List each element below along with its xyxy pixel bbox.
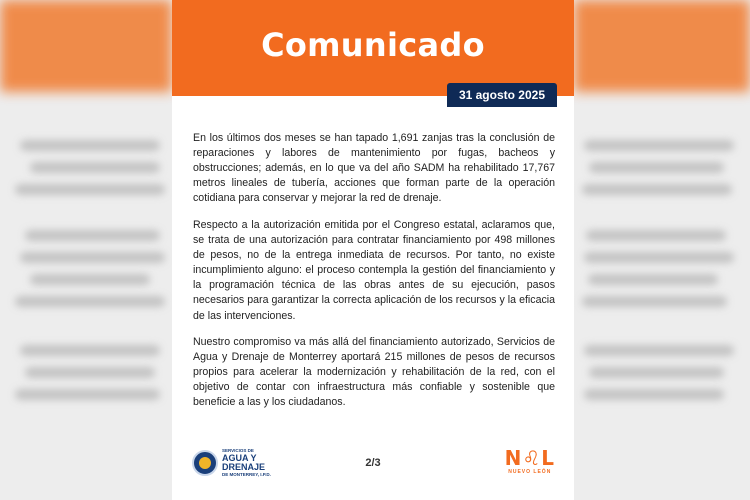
- nuevo-leon-logo: [505, 447, 555, 475]
- blurred-background-right: [574, 0, 750, 500]
- sadm-logo-line2: DRENAJE: [222, 462, 266, 472]
- sadm-logo-line1: AGUA Y: [222, 453, 257, 463]
- nuevo-leon-mark: N♌L: [504, 446, 555, 470]
- paragraph-1: En los últimos dos meses se han tapado 1,691 zanjas tras la conclusión de reparaciones y labores de mantenimiento por fugas, bacheos y obstrucciones; además, en lo que va del año SADM ha rehabilitado 17,767 metros lineales de tubería, acciones que forman parte de la operación cotidiana para conservar y mejorar la red de drenaje.: [193, 132, 555, 205]
- communique-card: [172, 0, 574, 500]
- sadm-logo-bottom: DE MONTERREY, I.P.D.: [222, 472, 271, 477]
- footer: [172, 440, 574, 490]
- page-title: Comunicado: [261, 26, 485, 64]
- sadm-logo-top: SERVICIOS DE: [222, 448, 254, 453]
- date-badge: 31 agosto 2025: [447, 83, 557, 107]
- paragraph-3: Nuestro compromiso va más allá del financiamiento autorizado, Servicios de Agua y Drenaje de Monterrey aportará 215 millones de pesos de recursos propios para acelerar la modernización y rehabilitación de la red, con el objetivo de contar con infraestructura más confiable y sostenible que beneficie a las y los ciudadanos.: [193, 336, 555, 409]
- paragraph-2: Respecto a la autorización emitida por el Congreso estatal, aclaramos que, se trata de una autorización para contratar financiamiento por 498 millones de pesos, no de la entrega inmediata de recursos. Por tanto, no existe incumplimiento alguno: el proceso contempla la gestión del financiamiento y la programación técnica de las obras antes de su ejecución, pasos necesarios para garantizar la correcta aplicación de los recursos y la eficacia de las intervenciones.: [193, 219, 555, 322]
- header-banner: [172, 0, 574, 96]
- blurred-background-left: [0, 0, 172, 500]
- nuevo-leon-label: NUEVO LEÓN: [508, 469, 552, 475]
- page-number: 2/3: [365, 457, 381, 469]
